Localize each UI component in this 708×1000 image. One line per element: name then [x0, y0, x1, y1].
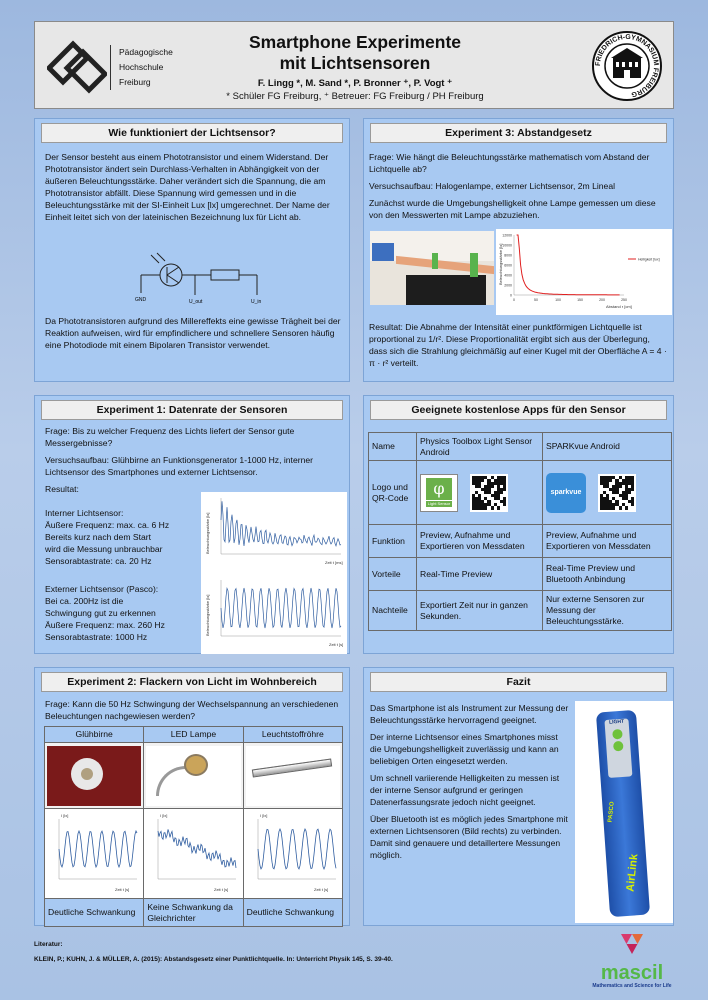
table-row: [45, 809, 343, 899]
halogen-setup-photo: [370, 231, 494, 305]
seal-text: FRIEDRICH-GYMNASIUM FREIBURG: [594, 33, 660, 98]
exp1-question: Frage: Bis zu welcher Frequenz des Lichts liefert der Sensor gute Messergebnisse?: [45, 426, 295, 448]
table-row: Funktion Preview, Aufnahme und Exportieren von Messdaten Preview, Aufnahme und Exportieren von Messdaten: [369, 525, 672, 558]
legend-label: Helligkeit [lux]: [638, 257, 660, 262]
exp1-external-results: Externer Lichtsensor (Pasco): Bei ca. 200Hz ist die Schwingung gut zu erkennen Äußere Frequenz: max. 260 Hz Sensorabtastrate: 1000 Hz: [45, 584, 165, 642]
y-tick-label: 10000: [502, 243, 512, 248]
panel-experiment-2: [34, 667, 350, 926]
y-axis-label: I [lx]: [259, 813, 267, 818]
panel-heading: Geeignete kostenlose Apps für den Sensor: [370, 400, 667, 420]
x-axis-label: Zeit t [s]: [313, 887, 328, 892]
y-axis-label: I [lx]: [160, 813, 168, 818]
circuit-label-gnd: GND: [135, 297, 147, 303]
x-tick-label: 50: [534, 298, 538, 302]
gluehbirne-chart: [45, 809, 142, 895]
panel-heading: Experiment 3: Abstandgesetz: [370, 123, 667, 143]
affiliation: * Schüler FG Freiburg, ⁺ Betreuer: FG Freiburg / PH Freiburg: [226, 91, 484, 102]
panel-experiment-3: [363, 118, 674, 382]
table-row: Name Physics Toolbox Light Sensor Android SPARKvue Android: [369, 433, 672, 461]
panel-heading: Wie funktioniert der Lichtsensor?: [41, 123, 343, 143]
ph-logo-text: Pädagogische Hochschule Freiburg: [110, 45, 173, 90]
fazit-text: Das Smartphone ist als Instrument zur Messung der Beleuchtungsstärke hervorragend geeignet. Der interne Lichtsensor eines Smartphones misst die Umgebungshelligkeit zuverlässig und kann an beliebigen Orten eingesetzt werden. Um schnell variierende Helligkeiten zu messen ist der interne Sensor aufgrund er geringen Datenerfassungsrate jedoch nicht geeignet. Über Bluetooth ist es möglich jedes Smartphone mit externen Lichtsensoren (Bild rechts) zu verbinden. Damit sind genauere und detaillertere Messungen möglich.: [370, 703, 569, 860]
y-axis-label: Beleuchtungsstärke [lx]: [205, 594, 210, 636]
exp1-setup: Versuchsaufbau: Glühbirne an Funktionsgenerator 1-1000 Hz, interner Lichtsensor des Smartphones und externer Lichtsensor.: [45, 455, 314, 477]
panel-heading: Experiment 2: Flackern von Licht im Wohnbereich: [41, 672, 343, 692]
y-axis-label: Beleuchtungsstärke [lx]: [205, 512, 210, 554]
lichtsensor-text-2: Da Phototransistoren aufgrund des Millereffekts eine gewisse Trägheit bei der Reaktion aufweisen, wird für empfindlichere und schnellere Sensoren häufig eine Photodiode mit einem Bipolaren Transistor verwendet.: [45, 316, 341, 350]
x-tick-label: 200: [599, 298, 605, 302]
apps-table: [368, 432, 672, 631]
table-row: Vorteile Real-Time Preview Real-Time Preview und Bluetooth Anbindung: [369, 558, 672, 591]
led-lamp-photo: [146, 746, 240, 806]
panel-heading: Experiment 1: Datenrate der Sensoren: [41, 400, 343, 420]
mascil-logo: mascil Mathematics and Science for Life: [590, 932, 674, 994]
y-axis-label: I [lx]: [61, 813, 69, 818]
x-axis-label: Zeit t [s]: [329, 642, 344, 647]
x-axis-label: Zeit t [s]: [115, 887, 130, 892]
x-tick-label: 100: [555, 298, 561, 302]
internal-sensor-chart: [201, 492, 347, 574]
y-tick-label: 2000: [504, 283, 512, 288]
poster-header: [34, 21, 674, 109]
phototransistor-circuit-diagram: [131, 249, 281, 305]
exp3-result: Resultat: Die Abnahme der Intensität einer punktförmigen Lichtquelle ist proportional zu 1/r². Diese Proportionalität ergibt sich aus der Überlegung, dass sich die Strahlung gleichmäßig auf einer Kugel mit der Oberfläche A = 4 · π · r² verteilt.: [369, 322, 667, 368]
literature: Literatur: KLEIN, P.; KUHN, J. & MÜLLER, A. (2015): Abstandsgesetz einer Punktlichtquelle. In: Unterricht Physik 145, S. 39-40.: [34, 941, 393, 963]
flicker-table: [44, 726, 343, 927]
y-tick-label: 6000: [504, 263, 512, 268]
friedrich-gymnasium-seal-icon: [591, 30, 663, 102]
exp3-setup: Versuchsaufbau: Halogenlampe, externer Lichtsensor, 2m Lineal: [369, 181, 616, 191]
exp3-question: Frage: Wie hängt die Beleuchtungsstärke mathematisch vom Abstand der Lichtquelle ab?: [369, 152, 650, 174]
sparkvue-logo-icon: sparkvue: [546, 473, 586, 513]
poster-title: Smartphone Experimente mit Lichtsensoren: [249, 32, 461, 73]
led-chart: [144, 809, 241, 895]
circuit-label-uout: U_out: [189, 299, 203, 305]
exp2-question: Frage: Kann die 50 Hz Schwingung der Wechselspannung an verschiedenen Beleuchtungen nachgewiesen werden?: [45, 699, 339, 721]
light-bulb-photo: [47, 746, 141, 806]
y-tick-label: 12000: [502, 233, 512, 238]
leuchtstoffroehre-chart: [244, 809, 341, 895]
panel-apps: [363, 395, 674, 654]
fluorescent-tube-photo: [246, 746, 340, 806]
table-row: [45, 743, 343, 809]
circuit-label-uin: U_in: [251, 299, 262, 305]
qr-code-icon: [470, 474, 508, 512]
y-tick-label: 8000: [504, 253, 512, 258]
ph-freiburg-logo-icon: [47, 40, 107, 96]
airlink-device-photo: LIGHT PASCO AirLink: [575, 701, 673, 923]
table-row: Glühbirne LED Lampe Leuchtstoffröhre: [45, 727, 343, 743]
external-sensor-chart: [201, 574, 347, 654]
distance-law-chart: [496, 229, 672, 315]
x-axis-label: Abstand r [cm]: [606, 304, 632, 309]
exp3-procedure: Zunächst wurde die Umgebungshelligkeit ohne Lampe gemessen um diese von den Messwerten mit Lampe abzuziehen.: [369, 198, 656, 220]
x-tick-label: 150: [577, 298, 583, 302]
mascil-logo-icon: [617, 932, 647, 958]
y-tick-label: 4000: [504, 273, 512, 278]
lichtsensor-text-1: Der Sensor besteht aus einem Phototransistor und einem Widerstand. Der Phototransistor ändert sein Durchlass-Verhalten in Abhängigkeit von der äußeren Beleuchtungsstärke. Daher verändert sich die Spannung, die am Phototransistor abfällt. Diese Spannung wird gemessen und in die Beleuchtungsstärke mit der SI-Einheit Lux [lx] umgerechnet. Der Name der Einheit leitet sich von der lateinischen Bezeichnung lux für Licht ab.: [45, 152, 330, 222]
exp1-internal-results: Interner Lichtsensor: Äußere Frequenz: max. ca. 6 Hz Bereits kurz nach dem Start wird die Messung unbrauchbar Sensorabtastrate: ca. 20 Hz: [45, 508, 170, 566]
table-row: Nachteile Exportiert Zeit nur in ganzen Sekunden. Nur externe Sensoren zur Messung der Beleuchtungsstärke.: [369, 591, 672, 631]
exp1-result-label: Resultat:: [45, 484, 79, 494]
panel-fazit: [363, 667, 674, 926]
qr-code-icon: [598, 474, 636, 512]
authors: F. Lingg *, M. Sand *, P. Bronner ⁺, P. Vogt ⁺: [257, 78, 453, 89]
panel-heading: Fazit: [370, 672, 667, 692]
x-tick-label: 0: [513, 298, 515, 302]
physics-toolbox-logo-icon: φ Light Sensor: [420, 474, 458, 512]
x-axis-label: Zeit t [ms]: [325, 560, 343, 565]
y-axis-label: Beleuchtungsstärke [lx]: [498, 243, 503, 285]
y-tick-label: 0: [510, 293, 512, 298]
table-row: Logo und QR-Code φ Light Sensor sparkvue: [369, 461, 672, 525]
panel-experiment-1: [34, 395, 350, 654]
table-row: Deutliche Schwankung Keine Schwankung da Gleichrichter Deutliche Schwankung: [45, 899, 343, 927]
x-axis-label: Zeit t [s]: [214, 887, 229, 892]
panel-lichtsensor: [34, 118, 350, 382]
x-tick-label: 250: [621, 298, 627, 302]
